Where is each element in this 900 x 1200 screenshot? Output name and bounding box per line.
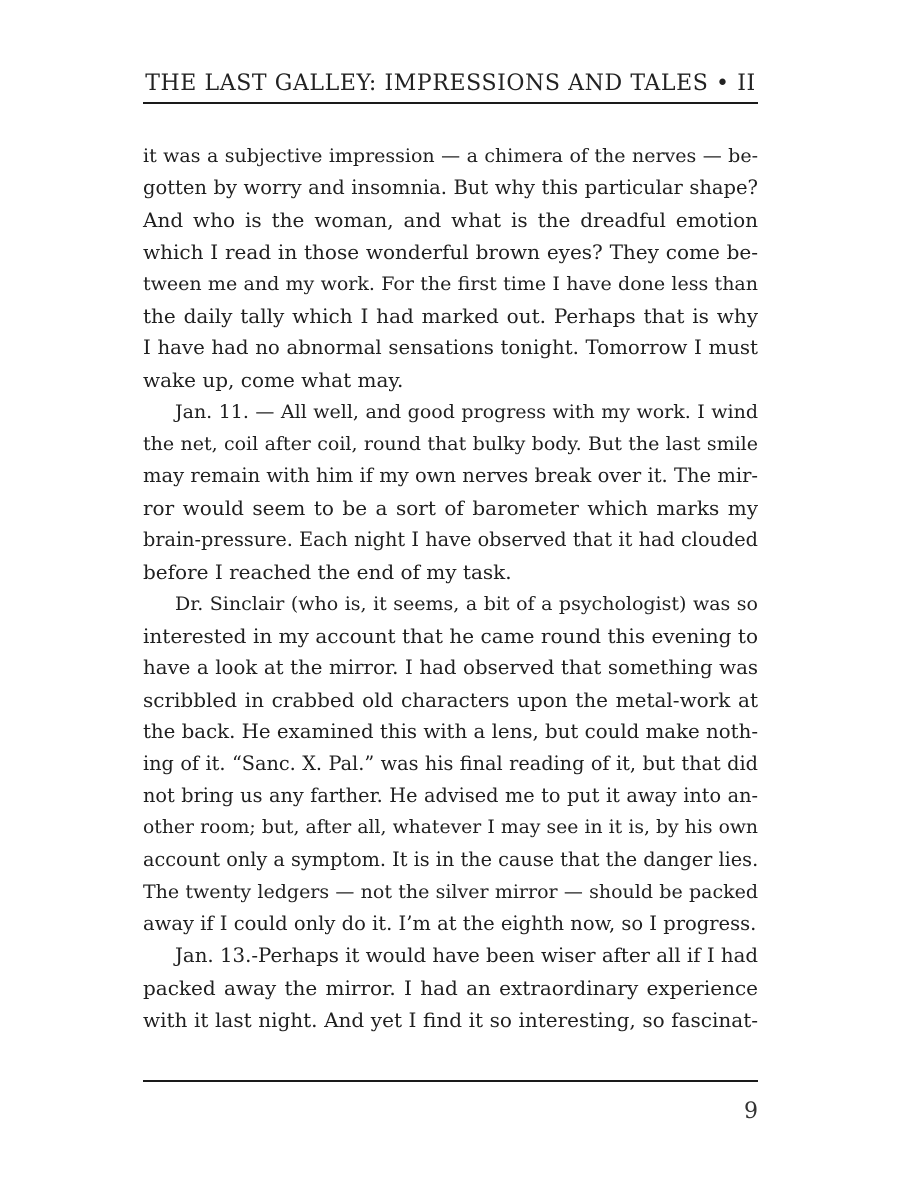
- text-line: the back. He examined this with a lens, but could make noth-: [143, 720, 758, 743]
- text-line: The twenty ledgers — not the silver mirror — should be packed: [143, 881, 758, 903]
- text-line: have a look at the mirror. I had observed that something was: [143, 656, 758, 679]
- text-line: wake up, come what may.: [143, 368, 404, 392]
- text-line: scribbled in crabbed old characters upon the metal-work at: [143, 688, 758, 712]
- running-header-title: THE LAST GALLEY: IMPRESSIONS AND TALES • II: [145, 71, 756, 96]
- header-rule: [143, 102, 758, 104]
- text-line: which I read in those wonderful brown eyes? They come be-: [143, 240, 758, 264]
- text-line: Jan. 11. — All well, and good progress with my work. I wind: [175, 401, 758, 423]
- text-line: brain-pressure. Each night I have observed that it had clouded: [143, 528, 758, 551]
- text-line: Dr. Sinclair (who is, it seems, a bit of a psychologist) was so: [175, 593, 758, 615]
- text-line: may remain with him if my own nerves break over it. The mir-: [143, 464, 758, 487]
- text-line: ing of it. “Sanc. X. Pal.” was his final reading of it, but that did: [143, 752, 758, 775]
- text-line: ror would seem to be a sort of barometer which marks my: [143, 496, 758, 520]
- text-line: not bring us any farther. He advised me to put it away into an-: [143, 784, 758, 807]
- body-text: [143, 140, 758, 1036]
- text-line: account only a symptom. It is in the cause that the danger lies.: [143, 848, 759, 871]
- text-line: I have had no abnormal sensations tonight. Tomorrow I must: [143, 336, 758, 359]
- text-line: interested in my account that he came round this evening to: [143, 624, 758, 648]
- text-line: Jan. 13.-Perhaps it would have been wiser after all if I had: [175, 944, 759, 967]
- text-line: with it last night. And yet I find it so interesting, so fascinat-: [143, 1008, 758, 1032]
- text-line: the daily tally which I had marked out. Perhaps that is why: [143, 304, 758, 328]
- text-line: it was a subjective impression — a chimera of the nerves — be-: [143, 145, 758, 167]
- text-line: other room; but, after all, whatever I may see in it is, by his own: [143, 817, 758, 838]
- text-line: the net, coil after coil, round that bulky body. But the last smile: [143, 433, 758, 455]
- text-line: packed away the mirror. I had an extraordinary experience: [143, 976, 758, 1000]
- text-line: away if I could only do it. I’m at the eighth now, so I progress.: [143, 912, 757, 935]
- text-line: And who is the woman, and what is the dreadful emotion: [143, 208, 758, 232]
- text-line: before I reached the end of my task.: [143, 560, 512, 584]
- text-line: gotten by worry and insomnia. But why this particular shape?: [143, 176, 758, 199]
- page-number: 9: [744, 1099, 758, 1124]
- footer-rule: [143, 1080, 758, 1082]
- text-line: tween me and my work. For the first time I have done less than: [143, 273, 758, 295]
